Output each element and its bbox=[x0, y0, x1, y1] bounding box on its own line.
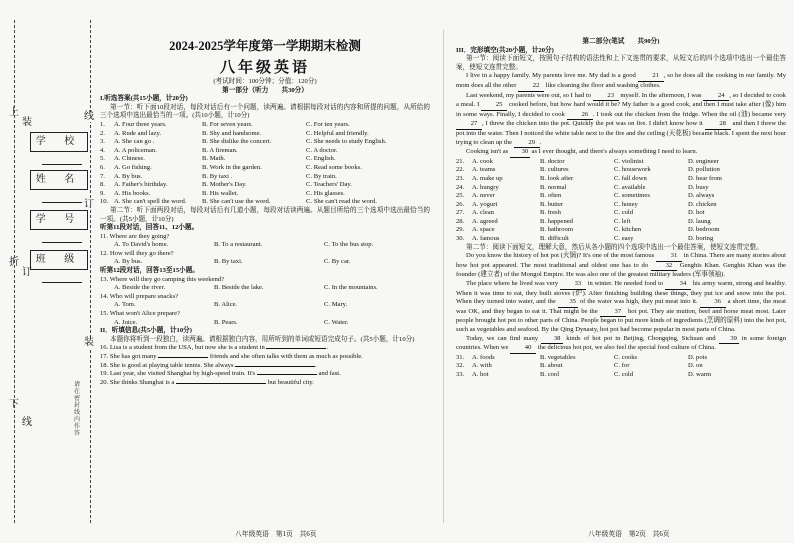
cloze-choice-row bbox=[456, 371, 786, 380]
cloze-choice-option-a[interactable]: A. foods bbox=[472, 353, 495, 361]
cloze-choice-row bbox=[456, 362, 786, 371]
cloze-choice-option-b[interactable]: B. vegetables bbox=[540, 353, 576, 361]
passage1-s8: . I took out the chicken from the fridge. When the oil (油) became very bbox=[592, 110, 786, 118]
fill-19 bbox=[100, 370, 430, 379]
listening-item-option-b[interactable]: B. For seven years. bbox=[202, 120, 253, 128]
cloze-choice-option-c[interactable]: C. cooks bbox=[614, 353, 638, 361]
option-14b[interactable]: B. Alice. bbox=[214, 301, 238, 309]
cloze-choice-option-c[interactable]: C. housework bbox=[614, 166, 651, 174]
listening-item-row bbox=[100, 138, 430, 147]
blank-21[interactable]: 21 bbox=[638, 72, 664, 82]
cloze-choice-option-d[interactable]: D. laung bbox=[688, 217, 711, 225]
cloze-choice-number: 21. bbox=[456, 157, 465, 165]
choices-31-33 bbox=[456, 354, 786, 380]
listening-item-option-c[interactable]: C. She needs to study English. bbox=[306, 138, 387, 146]
listening-item-number: 7. bbox=[100, 172, 105, 180]
cloze-choice-option-d[interactable]: D. hot bbox=[688, 209, 705, 217]
fill-17-tail: friends and she often talks with them as much as possible. bbox=[209, 353, 363, 360]
fill-20-text: 20. She thinks Shanghai is a bbox=[100, 378, 175, 386]
cloze-choice-option-c[interactable]: C. for bbox=[614, 362, 630, 370]
cloze-choice-option-d[interactable]: D. warm bbox=[688, 370, 712, 378]
cloze-choice-option-b[interactable]: B. happened bbox=[540, 217, 573, 225]
listening-item-row bbox=[100, 130, 430, 139]
cloze-choice-option-c[interactable]: C. cold bbox=[614, 209, 634, 217]
part2-heading: 第二部分(笔试 共90分) bbox=[582, 38, 660, 45]
listening-item-row bbox=[100, 198, 430, 207]
passage1-s10: and then I threw the pot into the water. Then I noticed the white table next to the fire and the ceiling (天花板) became black. I spent the next hour trying to clean up the bbox=[456, 120, 786, 146]
passage2-para3 bbox=[456, 335, 786, 354]
listening-item-option-b[interactable]: B. She dislike the concert. bbox=[202, 138, 272, 146]
binding-strip bbox=[0, 0, 92, 543]
cloze-choice-number: 30. bbox=[456, 235, 465, 243]
part1-heading: 第一部分（听力 共30分） bbox=[222, 86, 308, 94]
question-11-options bbox=[100, 241, 430, 250]
fill-20 bbox=[100, 379, 430, 388]
fold-word-top: 上 bbox=[9, 107, 19, 118]
passage1-para2: Last weekend, my parents were out, so I had to 23 myself. In the afternoon, I was 24 , so I decided to cook a meal. I 25 cooked before, but how hard would it be? My father is a good cook, and then I must take after (像) him in some ways. Finally, I decided to cook 26 . I took out the chicken from the fridge. When the oil (油) became very 27 , I threw the chicken into the pot. Quickly the pot was on fire. I didn't know how it 28 and then I threw the pot into the water. Then I noticed the white table next to the fire and the ceiling (天花板) became black. I spent the next hour trying to clean up the 29 . bbox=[456, 92, 786, 149]
cloze-choice-option-c[interactable]: C. available bbox=[614, 183, 646, 191]
listening-item-number: 4. bbox=[100, 146, 105, 154]
question-13: 13. Where will they go camping this weekend? bbox=[100, 275, 225, 283]
listening-items-1-10 bbox=[100, 121, 430, 207]
option-12b[interactable]: B. By taxi. bbox=[214, 258, 243, 266]
class-field-label: 班 级 bbox=[30, 250, 88, 270]
cloze-choice-option-b[interactable]: B. fresh bbox=[540, 209, 561, 217]
cloze-choice-option-c[interactable]: C. sometimes bbox=[614, 192, 650, 200]
cloze-choice-row bbox=[456, 226, 786, 235]
fold-word-mid: 折 bbox=[9, 257, 19, 268]
blank-27[interactable]: 27 bbox=[456, 120, 482, 130]
blank-32[interactable]: 32 bbox=[651, 262, 677, 272]
fill-17-text: 17. She has got many bbox=[100, 353, 157, 360]
option-13c[interactable]: C. In the mountains. bbox=[324, 284, 378, 292]
fill-16-blank[interactable] bbox=[266, 348, 326, 349]
listening-item-option-b[interactable]: B. Mother's Day. bbox=[202, 181, 247, 189]
blank-23[interactable]: 23 bbox=[593, 92, 619, 102]
passage2-s12: in some foreign countries. When we bbox=[456, 334, 786, 352]
option-15b[interactable]: B. Pears. bbox=[214, 318, 238, 326]
listening-item-option-a[interactable]: A. A policeman. bbox=[114, 146, 157, 154]
cloze-choice-option-a[interactable]: A. hot bbox=[472, 370, 489, 378]
dialog-12-heading: 听第12段对话，回答13至15小题。 bbox=[100, 267, 199, 275]
name-field-label: 姓 名 bbox=[30, 170, 88, 190]
student-id-field-line[interactable] bbox=[42, 242, 82, 243]
blank-34[interactable]: 34 bbox=[665, 280, 691, 290]
section3-part2-intro: 第二节：阅读下面短文，理解大意，然后从各小题的四个选项中选出一个最佳答案，使短文连贯完整。 bbox=[466, 243, 763, 251]
cloze-choice-number: 32. bbox=[456, 362, 465, 370]
passage1-s1: I live in a happy family. My parents love me. My dad is a good bbox=[466, 72, 636, 80]
inner-word-1: 线 bbox=[84, 111, 94, 122]
listening-item-option-c[interactable]: C. His glasses. bbox=[306, 189, 345, 197]
passage2-s6: his army warm, strong and healthy. When it was time to eat, they built stoves (炉). After finishing building these things, they put ice and snow into the pot. When they turned into water, and the bbox=[456, 280, 786, 306]
fill-17-blank[interactable] bbox=[158, 357, 208, 358]
listening-item-option-b[interactable]: B. Math. bbox=[202, 155, 226, 163]
listening-item-row bbox=[100, 181, 430, 190]
cloze-choice-option-a[interactable]: A. teams bbox=[472, 166, 496, 174]
cloze-choice-row bbox=[456, 175, 786, 184]
passage2-s3: Genghis Khan. Genghis Khan was the founder (建立者) of the Mongol Empire. He was also one of the greatest military leaders (军事领袖). bbox=[456, 261, 786, 279]
cloze-choice-option-b[interactable]: B. bathroom bbox=[540, 226, 573, 234]
cloze-choice-number: 27. bbox=[456, 209, 465, 217]
listening-item-number: 8. bbox=[100, 181, 105, 189]
question-12: 12. How will they go there? bbox=[100, 249, 174, 257]
passage1-s6: , so I decided to cook a meal. I bbox=[456, 91, 786, 109]
blank-39[interactable]: 39 bbox=[719, 335, 739, 345]
question-14: 14. Who will prepare snacks? bbox=[100, 292, 179, 300]
listening-item-option-b[interactable]: B. A fireman. bbox=[202, 146, 238, 154]
blank-35[interactable]: 35 bbox=[558, 298, 578, 308]
listening-item-option-c[interactable]: C. English. bbox=[306, 155, 336, 163]
option-15a[interactable]: A. Juice. bbox=[114, 318, 138, 326]
listening-item-number: 5. bbox=[100, 155, 105, 163]
listening-item-number: 3. bbox=[100, 138, 105, 146]
listening-item-row bbox=[100, 121, 430, 130]
blank-38[interactable]: 38 bbox=[541, 335, 563, 345]
option-11c[interactable]: C. To the bus stop. bbox=[324, 241, 374, 249]
cloze-choice-option-c[interactable]: C. left bbox=[614, 217, 631, 225]
listening-item-row bbox=[100, 147, 430, 156]
cloze-choice-option-c[interactable]: C. cold bbox=[614, 370, 634, 378]
listening-item-number: 6. bbox=[100, 163, 105, 171]
passage1-s2: so he does all the cooking in our family. My mom does all the other bbox=[456, 72, 786, 89]
section1-title: I.听选答案(共15小题，计20分) bbox=[100, 95, 188, 103]
blank-24[interactable]: 24 bbox=[703, 92, 729, 102]
listening-item-row bbox=[100, 190, 430, 199]
question-11: 11. Where are they going? bbox=[100, 232, 170, 240]
listening-item-row bbox=[100, 155, 430, 164]
fill-18-blank[interactable] bbox=[235, 366, 315, 367]
blank-36[interactable]: 36 bbox=[700, 298, 726, 308]
blank-31[interactable]: 31 bbox=[656, 252, 682, 262]
section1-part1-intro: 第一节：听下面10段对话，每段对话后有一个问题，读两遍。请根据每段对话的内容和所提的问题，从所给的三个选项中选出最恰当的一项。(共10小题，计10分) bbox=[100, 103, 430, 120]
passage2-s7: of the water was high, they put meat into it. bbox=[579, 298, 698, 306]
option-12a[interactable]: A. By bus. bbox=[114, 258, 143, 266]
passage1-s11: Cooking isn't as bbox=[466, 148, 509, 156]
cloze-choice-option-b[interactable]: B. doctor bbox=[540, 157, 565, 165]
blank-40[interactable]: 40 bbox=[510, 344, 536, 354]
cloze-choice-option-b[interactable]: B. look after bbox=[540, 174, 574, 182]
listening-item-number: 2. bbox=[100, 129, 105, 137]
listening-item-row bbox=[100, 164, 430, 173]
passage1-para3 bbox=[456, 148, 786, 158]
cloze-choice-option-b[interactable]: B. butter bbox=[540, 200, 564, 208]
listening-item-option-c[interactable]: C. Read some books. bbox=[306, 163, 362, 171]
cloze-choice-number: 22. bbox=[456, 166, 465, 174]
question-14-options bbox=[100, 301, 430, 310]
passage2-s11: kinds of hot pot in Beijing, Chongqing, Sichuan and bbox=[566, 334, 716, 342]
dialog-11-heading: 听第11段对话，回答11、12小题。 bbox=[100, 224, 199, 232]
listening-item-option-b[interactable]: B. Work in the garden. bbox=[202, 163, 262, 171]
passage2-s2: in China. There are many stories about how hot pot appeared. The most traditional and oldest one has to do bbox=[456, 252, 786, 269]
right-column bbox=[456, 38, 786, 380]
blank-29[interactable]: 29 bbox=[514, 139, 540, 149]
name-field-line[interactable] bbox=[42, 202, 82, 203]
cloze-choice-row bbox=[456, 158, 786, 167]
cloze-choice-row bbox=[456, 218, 786, 227]
option-14a[interactable]: A. Tom. bbox=[114, 301, 136, 309]
cloze-choice-number: 31. bbox=[456, 353, 465, 361]
cloze-choice-option-a[interactable]: A. famous bbox=[472, 235, 500, 243]
cloze-choice-option-a[interactable]: A. never bbox=[472, 192, 495, 200]
listening-item-row bbox=[100, 173, 430, 182]
fill-20-tail: but beautiful city. bbox=[267, 378, 314, 386]
exam-title: 2024-2025学年度第一学期期末检测 bbox=[169, 39, 361, 53]
listening-item-option-a[interactable]: A. Go fishing. bbox=[114, 163, 152, 171]
cloze-choice-number: 23. bbox=[456, 174, 465, 182]
cloze-choice-option-c[interactable]: C. easy bbox=[614, 235, 634, 243]
passage2-s5: in winter. He needed food to bbox=[587, 280, 664, 288]
cloze-choice-option-c[interactable]: C. honey bbox=[614, 200, 638, 208]
option-15c[interactable]: C. Water. bbox=[324, 318, 349, 326]
seal-note: 请在密封线内作答 bbox=[74, 382, 81, 437]
seal-word-2: 订 bbox=[22, 267, 32, 278]
listening-item-option-b[interactable]: B. His wallet. bbox=[202, 189, 239, 197]
cloze-choice-option-d[interactable]: D. on bbox=[688, 362, 703, 370]
column-divider bbox=[443, 30, 444, 523]
page-footer-2: 八年级英语 第2页 共6页 bbox=[588, 531, 670, 538]
question-15: 15. What won't Alice prepare? bbox=[100, 310, 180, 318]
option-11b[interactable]: B. To a restaurant. bbox=[214, 241, 263, 249]
cloze-choice-option-b[interactable]: B. about bbox=[540, 362, 563, 370]
cloze-choice-option-a[interactable]: A. cook bbox=[472, 157, 493, 165]
cloze-choice-option-d[interactable]: D. engineer bbox=[688, 157, 719, 165]
exam-info: (考试时间：100分钟；分值：120分) bbox=[213, 78, 317, 85]
fill-19-blank[interactable] bbox=[257, 374, 317, 375]
cloze-choice-row bbox=[456, 184, 786, 193]
listening-item-option-b[interactable]: B. By taxi . bbox=[202, 172, 233, 180]
school-field-line[interactable] bbox=[42, 164, 82, 165]
section2-intro: 本题你将听到一段独白，读两遍。请根据独白内容，用所听到的单词或短语完成句子。(共5小题，计10分) bbox=[110, 335, 415, 343]
blank-30[interactable]: 30 bbox=[510, 148, 530, 158]
fill-20-blank[interactable] bbox=[176, 383, 266, 384]
blank-25[interactable]: 25 bbox=[481, 101, 507, 111]
exam-subject: 八年级英语 bbox=[219, 60, 310, 76]
fill-16: 16. Lisa is a student from the USA, but now she is a student in . bbox=[100, 344, 329, 352]
cloze-choice-option-b[interactable]: B. cultures bbox=[540, 166, 569, 174]
listening-item-option-c[interactable]: C. Helpful and friendly. bbox=[306, 129, 369, 137]
listening-item-option-a[interactable]: A. By bus. bbox=[114, 172, 143, 180]
student-id-field-label: 学 号 bbox=[30, 210, 88, 230]
cloze-choice-option-d[interactable]: D. chicken bbox=[688, 200, 717, 208]
cloze-choice-option-a[interactable]: A. agreed bbox=[472, 217, 498, 225]
cloze-choice-option-c[interactable]: C. kitchen bbox=[614, 226, 642, 234]
option-12c[interactable]: C. By car. bbox=[324, 258, 351, 266]
option-11a[interactable]: A. To David's home. bbox=[114, 241, 169, 249]
blank-22[interactable]: 22 bbox=[518, 82, 544, 92]
inner-word-2: 订 bbox=[84, 199, 94, 210]
cloze-choice-option-d[interactable]: D. pots bbox=[688, 353, 708, 361]
cloze-choice-number: 25. bbox=[456, 192, 465, 200]
fill-18-text: 18. She is good at playing table tennis. She always bbox=[100, 361, 234, 369]
option-14c[interactable]: C. Mary. bbox=[324, 301, 348, 309]
listening-item-option-b[interactable]: B. Shy and handsome. bbox=[202, 129, 262, 137]
option-13a[interactable]: A. Beside the river. bbox=[114, 284, 166, 292]
listening-item-option-c[interactable]: C. A doctor. bbox=[306, 146, 338, 154]
listening-item-option-c[interactable]: C. For ten years. bbox=[306, 120, 350, 128]
passage1-s7: cooked before, but how hard would it be? My father is a good cook, and then I must take after (像) him in some ways. Finally, I decided to cook bbox=[456, 101, 786, 118]
listening-item-option-c[interactable]: C. She can't read the word. bbox=[306, 198, 377, 206]
listening-item-option-a[interactable]: A. She can go . bbox=[114, 138, 155, 146]
cloze-choice-option-d[interactable]: D. hear from bbox=[688, 174, 722, 182]
cloze-choice-number: 28. bbox=[456, 217, 465, 225]
cloze-choice-option-b[interactable]: B. normal bbox=[540, 183, 567, 191]
fill-17 bbox=[100, 353, 430, 362]
seal-word-3: 线 bbox=[22, 417, 32, 428]
passage1-s12: as I ever thought, and there's always something I need to learn. bbox=[531, 148, 698, 156]
seal-word-1: 装 bbox=[22, 117, 32, 128]
listening-item-option-a[interactable]: A. She can't spell the word. bbox=[114, 198, 187, 206]
question-15-options bbox=[100, 319, 430, 328]
cloze-choice-option-d[interactable]: D. always bbox=[688, 192, 715, 200]
outer-dashed-line bbox=[14, 20, 15, 523]
listening-item-option-a[interactable]: A. His books. bbox=[114, 189, 151, 197]
cloze-choice-row bbox=[456, 209, 786, 218]
passage2-s13: the delicious hot pot, we also feel the special food culture of China. bbox=[537, 344, 716, 352]
listening-item-number: 10. bbox=[100, 198, 109, 206]
cloze-choice-option-b[interactable]: B. often bbox=[540, 192, 562, 200]
listening-item-option-a[interactable]: A. Chinese. bbox=[114, 155, 145, 163]
passage1-s3: like cleaning the floor and washing clothes. bbox=[545, 81, 661, 89]
passage1-s4: Last weekend, my parents were out, so I had to bbox=[466, 91, 591, 99]
page-footer-1: 八年级英语 第1页 共6页 bbox=[235, 531, 317, 538]
passage1: I live in a happy family. My parents love me. My dad is a good 21 , so he does all the cooking in our family. My mom does all the other 22 like cleaning the floor and washing clothes. bbox=[456, 72, 786, 91]
inner-word-3: 装 bbox=[84, 337, 94, 348]
blank-28[interactable]: 28 bbox=[705, 120, 731, 130]
cloze-choice-option-d[interactable]: D. busy bbox=[688, 183, 709, 191]
blank-26[interactable]: 26 bbox=[567, 111, 593, 121]
listening-item-option-a[interactable]: A. Father's birthday. bbox=[114, 181, 168, 189]
class-field-line[interactable] bbox=[42, 282, 82, 283]
cloze-choice-option-a[interactable]: A. hungry bbox=[472, 183, 499, 191]
passage2-s4: The place where he lived was very bbox=[466, 280, 559, 288]
listening-item-option-a[interactable]: A. Four three years. bbox=[114, 120, 167, 128]
blank-33[interactable]: 33 bbox=[560, 280, 586, 290]
blank-37[interactable]: 37 bbox=[600, 308, 626, 318]
cloze-choice-option-b[interactable]: B. difficult bbox=[540, 235, 569, 243]
cloze-choice-option-a[interactable]: A. space bbox=[472, 226, 495, 234]
question-13-options bbox=[100, 284, 430, 293]
passage2-s1: Do you know the history of hot pot (火锅)? It's one of the most famous bbox=[466, 252, 655, 260]
listening-item-number: 9. bbox=[100, 189, 105, 197]
cloze-choice-option-c[interactable]: C. violinist bbox=[614, 157, 644, 165]
cloze-choice-option-d[interactable]: D. pollution bbox=[688, 166, 720, 174]
cloze-choice-option-a[interactable]: A. clean bbox=[472, 209, 494, 217]
section3-title: III．完形填空(共20小题，计20分) bbox=[456, 46, 554, 54]
cloze-choice-row bbox=[456, 166, 786, 175]
cloze-choice-option-a[interactable]: A. with bbox=[472, 362, 492, 370]
listening-item-option-c[interactable]: C. Teachers' Day. bbox=[306, 181, 352, 189]
inner-dashed-line bbox=[90, 20, 91, 523]
cloze-choice-number: 24. bbox=[456, 183, 465, 191]
cloze-choice-option-b[interactable]: B. cool bbox=[540, 370, 560, 378]
section3-part1-intro: 第一节：阅读下面短文，按照句子结构的语法性和上下文连贯的要求，从短文后的四个选项中选出一个最佳答案，使短文连贯完整。 bbox=[456, 55, 786, 71]
listening-item-option-c[interactable]: C. By train. bbox=[306, 172, 337, 180]
passage2-s10: Today, we can find many bbox=[466, 334, 539, 342]
passage1-s5: myself. In the afternoon, I was bbox=[620, 91, 702, 99]
cloze-choice-row bbox=[456, 192, 786, 201]
cloze-choice-number: 26. bbox=[456, 200, 465, 208]
passage2-s9: hot pot. They ate mutton, beef and horse meat most. Later people brought hot pot to other parts of China. People began to put more kinds of ingredients (烹调的原料) into the hot pot, such as vegetables and seafood. By the Qing Dynasty, hot pot had become popular in most parts of China. bbox=[456, 307, 786, 333]
fill-16-text: 16. Lisa is a student from the USA, but now she is a student in bbox=[100, 344, 265, 352]
cloze-choice-row bbox=[456, 354, 786, 363]
cloze-choice-option-a[interactable]: A. yogurt bbox=[472, 200, 498, 208]
passage2 bbox=[456, 252, 786, 280]
listening-item-number: 1. bbox=[100, 120, 105, 128]
cloze-choice-option-d[interactable]: D. boring bbox=[688, 235, 714, 243]
question-12-options bbox=[100, 258, 430, 267]
choices-21-30 bbox=[456, 158, 786, 244]
fold-word-bottom: 下 bbox=[9, 399, 19, 410]
fill-19-text: 19. Last year, she visited Shanghai by high-speed train. It's bbox=[100, 370, 256, 378]
cloze-choice-option-a[interactable]: A. make up bbox=[472, 174, 503, 182]
passage2-para2 bbox=[456, 280, 786, 335]
fill-19-tail: and fast. bbox=[318, 370, 341, 378]
section2-title: II．听填信息(共5小题，计10分) bbox=[100, 327, 192, 335]
school-field-label: 学 校 bbox=[30, 132, 88, 152]
fill-18: 18. She is good at playing table tennis. She always . bbox=[100, 361, 317, 369]
passage2-s8: a short time, the meat was OK, and they began to eat it. That might be the bbox=[456, 298, 786, 315]
listening-item-option-a[interactable]: A. Rude and lazy. bbox=[114, 129, 161, 137]
cloze-choice-option-c[interactable]: C. fall down bbox=[614, 174, 647, 182]
cloze-choice-row bbox=[456, 235, 786, 244]
section1-part2-intro: 第二节：听下面两段对话，每段对话后有几道小题，每段对话读两遍。从题目所给的三个选项中选出最恰当的一项。(共5小题，计10分) bbox=[100, 206, 430, 223]
passage1-s9: , I threw the chicken into the pot. Quickly the pot was on fire. I didn't know how it bbox=[482, 120, 703, 128]
cloze-choice-number: 29. bbox=[456, 226, 465, 234]
option-13b[interactable]: B. Beside the lake. bbox=[214, 284, 264, 292]
listening-item-option-b[interactable]: B. She can't use the word. bbox=[202, 198, 271, 206]
cloze-choice-number: 33. bbox=[456, 370, 465, 378]
cloze-choice-option-d[interactable]: D. bedroom bbox=[688, 226, 720, 234]
cloze-choice-row bbox=[456, 201, 786, 210]
left-column bbox=[100, 78, 430, 387]
